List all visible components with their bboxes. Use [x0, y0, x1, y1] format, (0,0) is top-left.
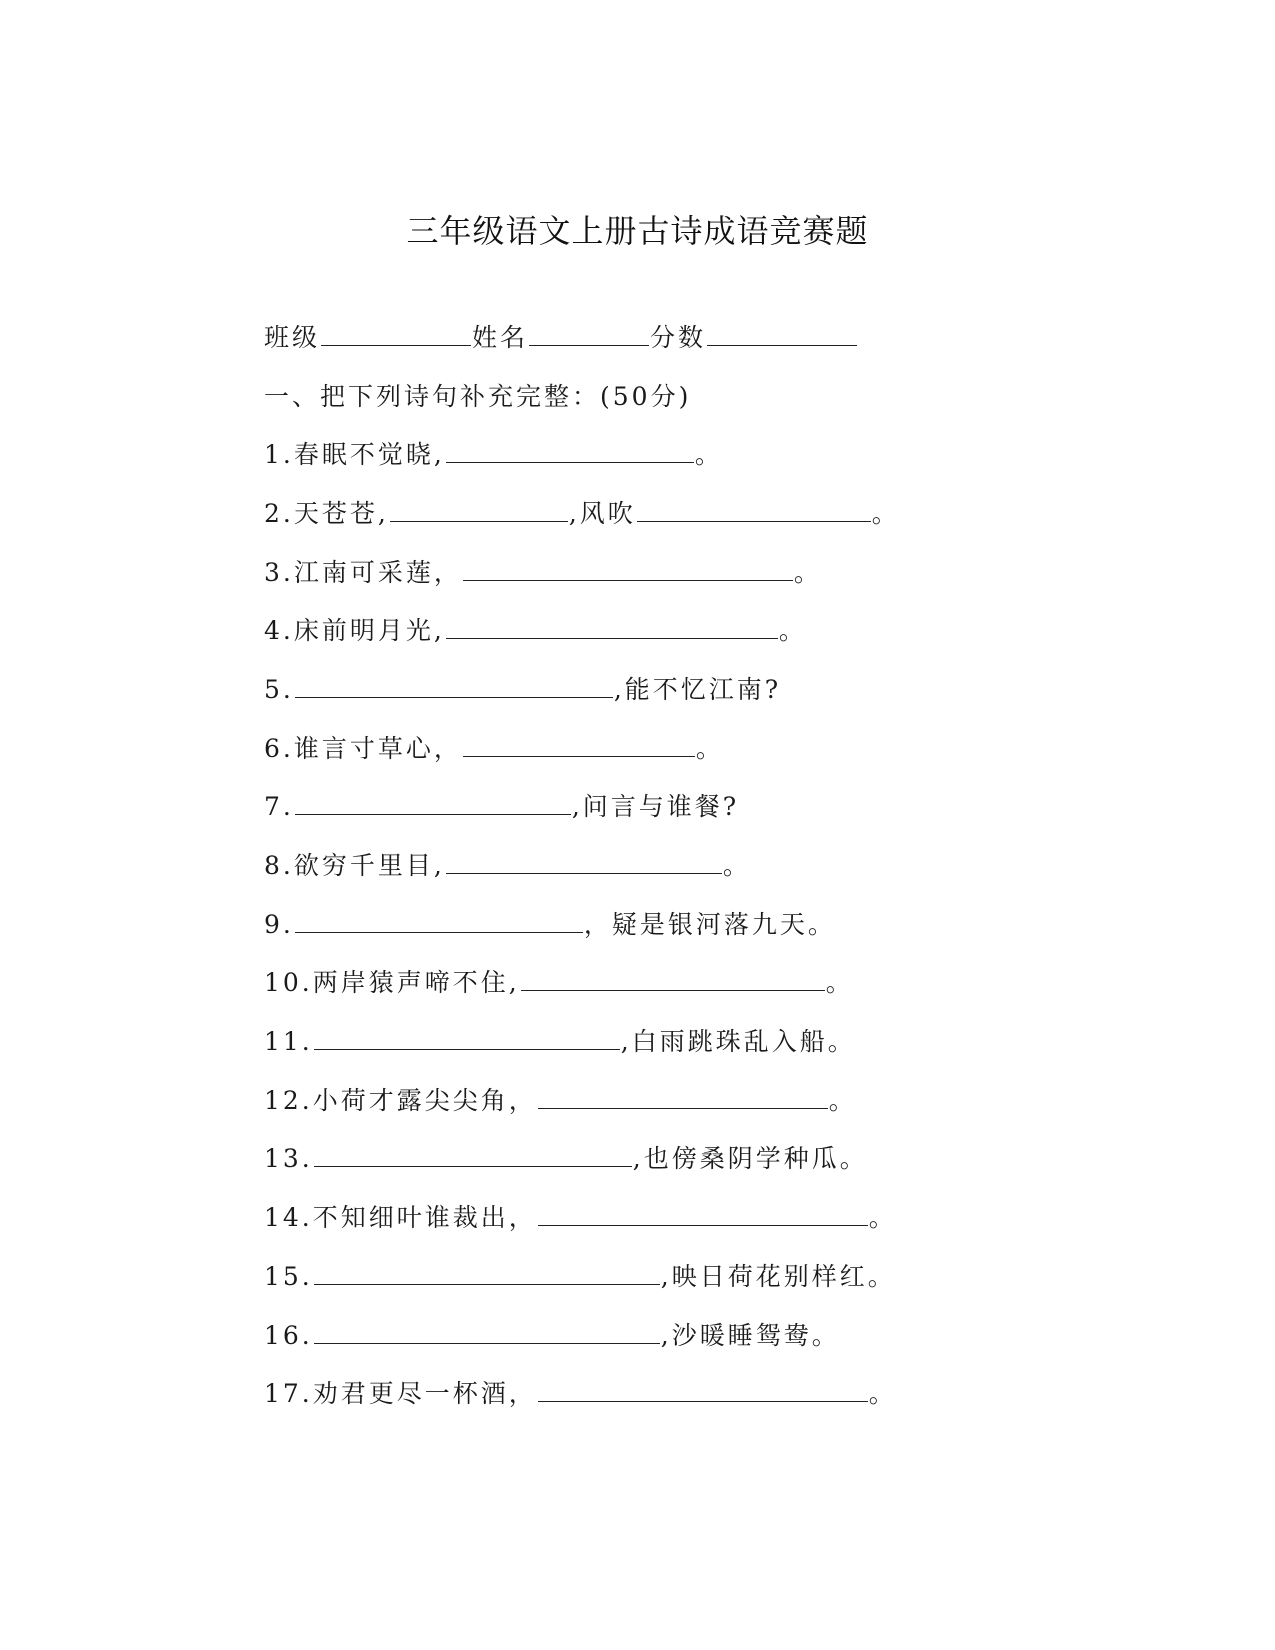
question-8 [264, 848, 751, 884]
question-text-end: 。 [825, 968, 854, 997]
question-16 [264, 1318, 840, 1354]
question-text: 欲穷千里目, [293, 851, 445, 880]
name-blank[interactable] [529, 320, 649, 346]
question-number: 5. [264, 675, 294, 704]
question-text-end: ,映日荷花别样红。 [660, 1262, 896, 1291]
question-14 [264, 1200, 897, 1236]
question-2 [264, 496, 900, 532]
question-number: 11. [264, 1027, 313, 1056]
question-text-end: 。 [722, 851, 751, 880]
class-blank[interactable] [321, 320, 471, 346]
question-number: 16. [264, 1321, 313, 1350]
question-text-end: 。 [694, 440, 723, 469]
question-number: 8. [264, 851, 294, 880]
question-6 [264, 731, 724, 767]
question-number: 15. [264, 1262, 313, 1291]
answer-blank[interactable] [538, 1376, 868, 1402]
class-label: 班级 [264, 323, 321, 352]
question-text: 床前明月光, [293, 616, 445, 645]
question-12 [264, 1083, 857, 1119]
question-text-end: ,也傍桑阴学种瓜。 [632, 1144, 868, 1173]
answer-blank[interactable] [314, 1318, 660, 1344]
question-text-end: 。 [868, 1203, 897, 1232]
page-title: 三年级语文上册古诗成语竞赛题 [406, 212, 869, 250]
question-text-end: 。 [868, 1379, 897, 1408]
answer-blank[interactable] [637, 496, 871, 522]
question-15 [264, 1259, 896, 1295]
answer-blank[interactable] [446, 613, 778, 639]
question-text: 两岸猿声啼不住, [312, 968, 520, 997]
question-text-end: 。 [828, 1086, 857, 1115]
question-4 [264, 613, 807, 649]
question-number: 13. [264, 1144, 313, 1173]
question-number: 10. [264, 968, 313, 997]
answer-blank[interactable] [463, 731, 695, 757]
answer-blank[interactable] [446, 437, 694, 463]
question-text-end: 。 [695, 734, 724, 763]
question-text-end: ,能不忆江南? [613, 675, 782, 704]
question-number: 2. [264, 499, 294, 528]
answer-blank[interactable] [390, 496, 568, 522]
question-number: 4. [264, 616, 294, 645]
question-text-end: ,白雨跳珠乱入船。 [620, 1027, 856, 1056]
question-5 [264, 672, 781, 708]
question-text: 春眠不觉晓, [293, 440, 445, 469]
question-3 [264, 555, 822, 591]
question-7 [264, 789, 739, 825]
question-text-end: 。 [871, 499, 900, 528]
section-heading: 一、把下列诗句补充完整：(50分) [264, 382, 692, 411]
answer-blank[interactable] [295, 789, 571, 815]
answer-blank[interactable] [538, 1083, 828, 1109]
question-text-end: ,沙暖睡鸳鸯。 [660, 1321, 840, 1350]
question-1 [264, 437, 723, 473]
question-text: 劝君更尽一杯酒， [312, 1379, 537, 1408]
question-10 [264, 965, 854, 1001]
question-text-end: 。 [793, 558, 822, 587]
question-text: 小荷才露尖尖角， [312, 1086, 537, 1115]
answer-blank[interactable] [295, 672, 613, 698]
question-text: 天苍苍, [293, 499, 389, 528]
score-label: 分数 [650, 323, 707, 352]
question-17 [264, 1376, 897, 1412]
question-number: 7. [264, 792, 294, 821]
question-text-end: 。 [778, 616, 807, 645]
answer-blank[interactable] [446, 848, 722, 874]
answer-blank[interactable] [521, 965, 825, 991]
question-text-mid: ,风吹 [568, 499, 636, 528]
student-info-row [264, 320, 858, 356]
question-11 [264, 1024, 856, 1060]
question-text: 江南可采莲， [293, 558, 462, 587]
answer-blank[interactable] [538, 1200, 868, 1226]
question-text: 谁言寸草心， [293, 734, 462, 763]
answer-blank[interactable] [463, 555, 793, 581]
question-text: 不知细叶谁裁出， [312, 1203, 537, 1232]
question-number: 1. [264, 440, 294, 469]
question-text-end: ,问言与谁餐? [571, 792, 740, 821]
question-number: 12. [264, 1086, 313, 1115]
answer-blank[interactable] [314, 1259, 660, 1285]
answer-blank[interactable] [314, 1024, 620, 1050]
question-number: 3. [264, 558, 294, 587]
name-label: 姓名 [472, 323, 529, 352]
question-number: 14. [264, 1203, 313, 1232]
question-number: 17. [264, 1379, 313, 1408]
score-blank[interactable] [707, 320, 857, 346]
question-number: 9. [264, 910, 294, 939]
question-9 [264, 907, 836, 943]
question-text-end: ，疑是银河落九天。 [583, 910, 836, 939]
answer-blank[interactable] [314, 1141, 632, 1167]
answer-blank[interactable] [295, 907, 583, 933]
question-13 [264, 1141, 868, 1177]
question-number: 6. [264, 734, 294, 763]
